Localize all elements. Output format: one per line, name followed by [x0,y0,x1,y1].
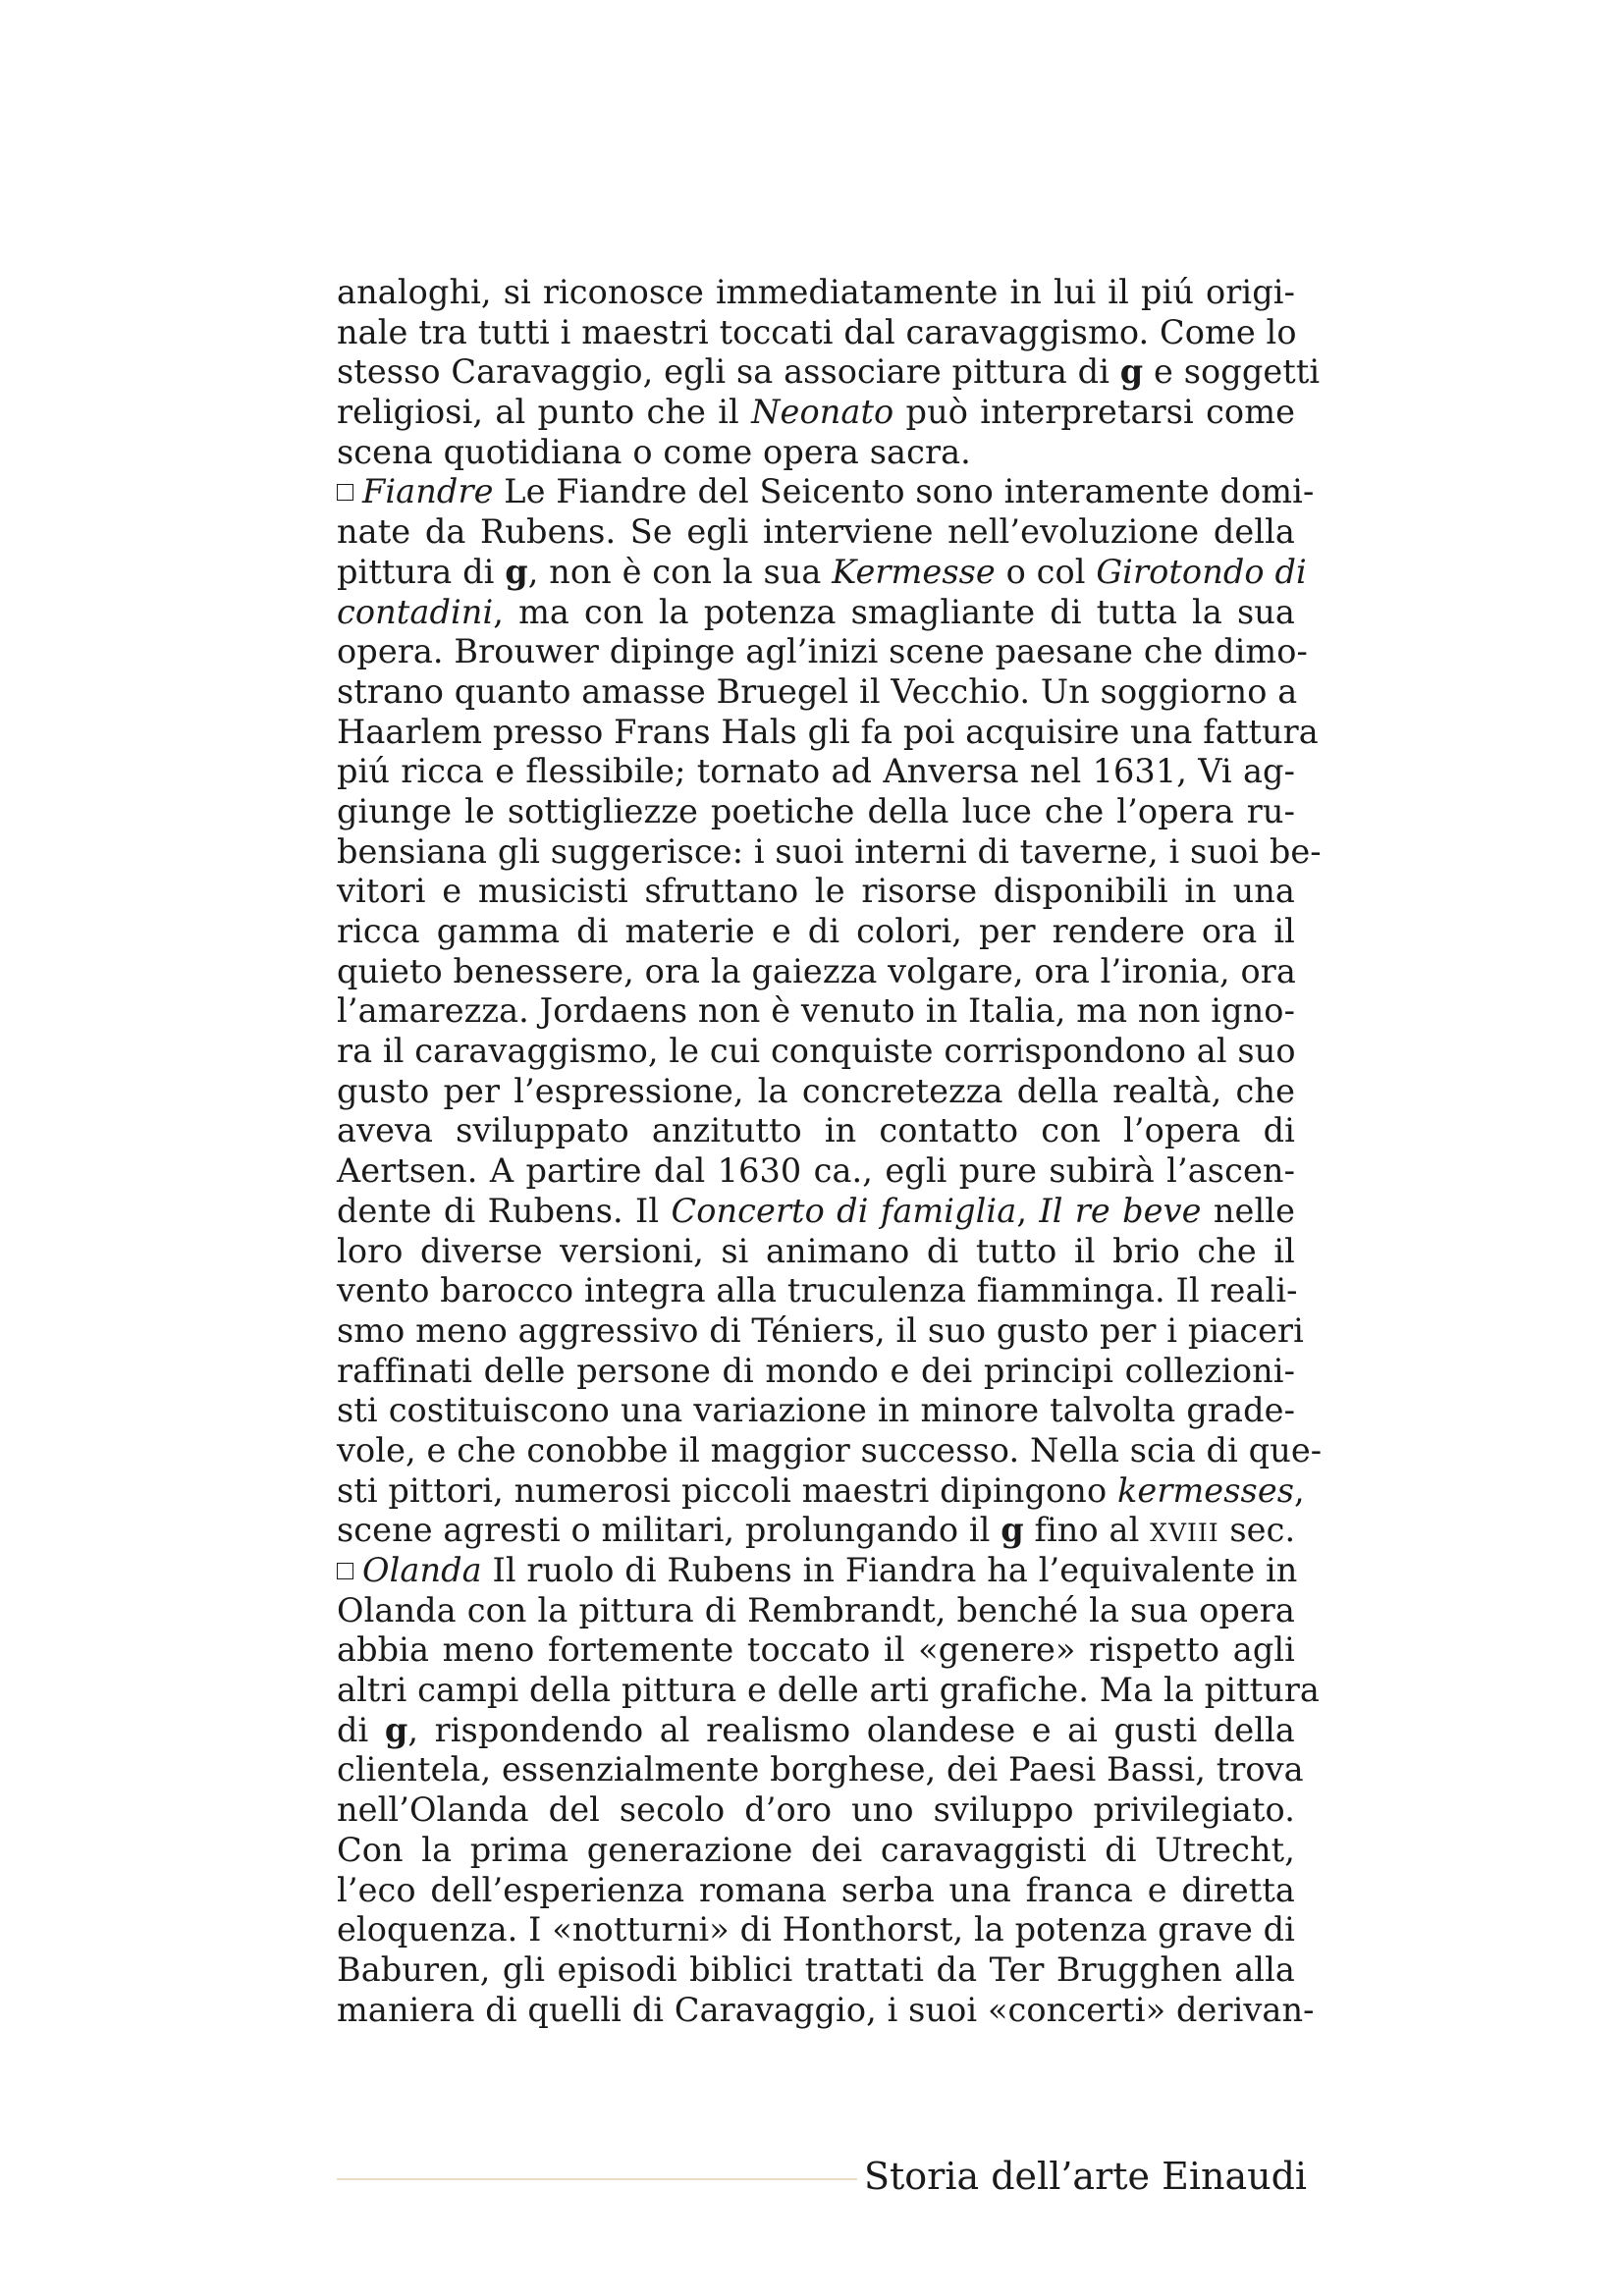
text-run: , [1294,1470,1305,1510]
section-bullet-icon [337,484,353,501]
text-run: raffinati delle persone di mondo e dei principi collezioni- [337,1351,1295,1390]
text-run: nelle [1201,1191,1296,1230]
text-run: Baburen, gli episodi biblici trattati da Ter Brugghen alla [337,1949,1295,1989]
section-bullet-icon [337,1563,353,1579]
text-run: bensiana gli suggerisce: i suoi interni di taverne, i suoi be- [337,831,1322,871]
text-line [337,1910,1295,1950]
text-run: e soggetti [1143,352,1321,392]
text-line [337,1750,1304,1790]
text-line [337,313,1295,353]
text-run: di [337,1710,385,1749]
text-run: quieto benessere, ora la gaiezza volgare, ora l’ironia, ora [337,951,1296,990]
text-line [337,752,1295,792]
text-run: smo meno aggressivo di Téniers, il suo gusto per i piaceri [337,1310,1304,1350]
text-run: , ma con la potenza smagliante di tutta la sua [493,592,1295,631]
text-run: Le Fiandre del Seicento sono interamente domi- [493,472,1315,511]
text-line [337,712,1319,753]
text-run: Il ruolo di Rubens in Fiandra ha l’equivalente in [481,1551,1298,1589]
text-line [337,1511,1295,1551]
text-line [337,1470,1305,1512]
text-run: clientela, essenzialmente borghese, dei Paesi Bassi, trova [337,1750,1304,1789]
footer-rule [337,2178,857,2180]
text-line [337,1831,1295,1871]
text-run: pittura di [337,552,506,591]
text-run: stesso Caravaggio, egli sa associare pittura di [337,352,1120,392]
text-run: scena quotidiana o come opera sacra. [337,432,971,471]
text-run: nell’Olanda del secolo d’oro uno sviluppo privilegiato. [337,1790,1295,1830]
text-line [337,1352,1295,1392]
text-line [337,352,1321,393]
text-run: nate da Rubens. Se egli interviene nell’evoluzione della [337,512,1295,552]
text-run: , [1016,1191,1040,1230]
text-line [337,433,1295,473]
text-run: giunge le sottigliezze poetiche della luce che l’opera ru- [337,791,1295,830]
text-line [337,912,1295,952]
text-run: g [384,1710,408,1749]
text-line [337,952,1295,992]
text-line [337,552,1307,593]
text-line [337,1551,1298,1591]
text-run: aveva sviluppato anzitutto in contatto con l’opera di [337,1111,1295,1150]
text-run: Concerto di famiglia [671,1191,1017,1230]
text-run: g [1119,352,1144,392]
text-line [337,792,1295,832]
text-line [337,1111,1295,1151]
text-run: Olanda con la pittura di Rembrandt, benché la sua opera [337,1590,1295,1629]
text-run: o col [995,552,1097,591]
text-line [337,1310,1304,1352]
body-text [337,273,1323,2030]
text-line [337,1591,1295,1631]
text-run: nale tra tutti i maestri toccati dal caravaggismo. Come lo [337,312,1297,351]
text-run: Kermesse [832,552,996,591]
text-line [337,1391,1295,1431]
text-run: eloquenza. I «notturni» di Honthorst, la potenza grave di [337,1910,1295,1949]
text-run: Aertsen. A partire dal 1630 ca., egli pure subirà l’ascen- [337,1151,1295,1191]
text-run: fino al [1023,1511,1151,1550]
text-run: altri campi della pittura e delle arti grafiche. Ma la pittura [337,1671,1321,1710]
text-line [337,472,1315,512]
text-line [337,1032,1295,1072]
text-run: vole, e che conobbe il maggior successo. Nella scia di que- [337,1430,1323,1469]
text-line [337,1151,1295,1192]
text-run: può interpretarsi come [893,393,1295,432]
text-line [337,1271,1298,1311]
text-run: gusto per l’espressione, la concretezza della realtà, che [337,1071,1295,1110]
text-run: contadini [337,592,494,631]
text-run: sti pittori, numerosi piccoli maestri dipingono [337,1470,1117,1510]
text-run: sti costituiscono una variazione in minore talvolta grade- [337,1391,1295,1430]
text-run: Haarlem presso Frans Hals gli fa poi acquisire una fattura [337,712,1319,751]
text-run: abbia meno fortemente toccato il «genere» rispetto agli [337,1630,1295,1670]
text-run: l’amarezza. Jordaens non è venuto in Italia, ma non igno- [337,991,1295,1031]
text-run: Olanda [362,1551,482,1589]
text-run: g [1001,1511,1024,1550]
text-run: loro diverse versioni, si animano di tutto il brio che il [337,1231,1295,1270]
text-run: sec. [1218,1511,1296,1550]
text-line [337,1192,1295,1232]
text-line [337,1990,1315,2031]
text-line [337,393,1295,433]
text-run: kermesses [1117,1470,1295,1510]
text-line [337,1630,1295,1671]
text-run: , non è con la sua [527,552,833,591]
text-line [337,512,1295,553]
text-run: strano quanto amasse Bruegel il Vecchio. Un soggiorno a [337,671,1298,711]
text-run: Con la prima generazione dei caravaggisti di Utrecht, [337,1830,1295,1869]
text-line [337,872,1295,912]
text-line [337,831,1322,873]
text-run: , rispondendo al realismo olandese e ai gusti della [407,1710,1295,1749]
text-line [337,1671,1321,1711]
text-line [337,273,1295,313]
text-line [337,1950,1295,1991]
text-run: dente di Rubens. Il [337,1191,672,1230]
text-run: ra il caravaggismo, le cui conquiste corrispondono al suo [337,1032,1296,1071]
text-line [337,593,1295,633]
text-run: vitori e musicisti sfruttano le risorse disponibili in una [337,872,1295,911]
text-line [337,1711,1295,1751]
text-run: scene agresti o militari, prolungando il [337,1511,1001,1550]
text-line [337,1871,1295,1911]
text-line [337,991,1295,1032]
text-run: Il re beve [1039,1191,1202,1230]
text-line [337,1430,1323,1471]
text-run: g [505,552,528,591]
text-line [337,1072,1295,1112]
text-run: l’eco dell’esperienza romana serba una franca e diretta [337,1870,1295,1909]
text-run: Girotondo di [1096,552,1307,591]
text-run: opera. Brouwer dipinge agl’inizi scene paesane che dimo- [337,632,1308,671]
text-run: maniera di quelli di Caravaggio, i suoi «concerti» derivan- [337,1990,1315,2029]
text-line [337,671,1298,713]
text-line [337,632,1308,672]
text-run: vento barocco integra alla truculenza fiamminga. Il reali- [337,1271,1298,1310]
text-line [337,1232,1295,1272]
text-line [337,1790,1295,1831]
text-run: XVIII [1150,1519,1219,1548]
text-run: religiosi, al punto che il [337,393,752,432]
footer-publication-title: Storia dell’arte Einaudi [864,2155,1308,2198]
text-run: Fiandre [362,472,494,511]
text-run: Neonato [751,393,894,432]
text-run: piú ricca e flessibile; tornato ad Anversa nel 1631, Vi ag- [337,752,1295,791]
text-run: analoghi, si riconosce immediatamente in lui il piú origi- [337,273,1295,311]
text-run: ricca gamma di materie e di colori, per rendere ora il [337,912,1295,950]
